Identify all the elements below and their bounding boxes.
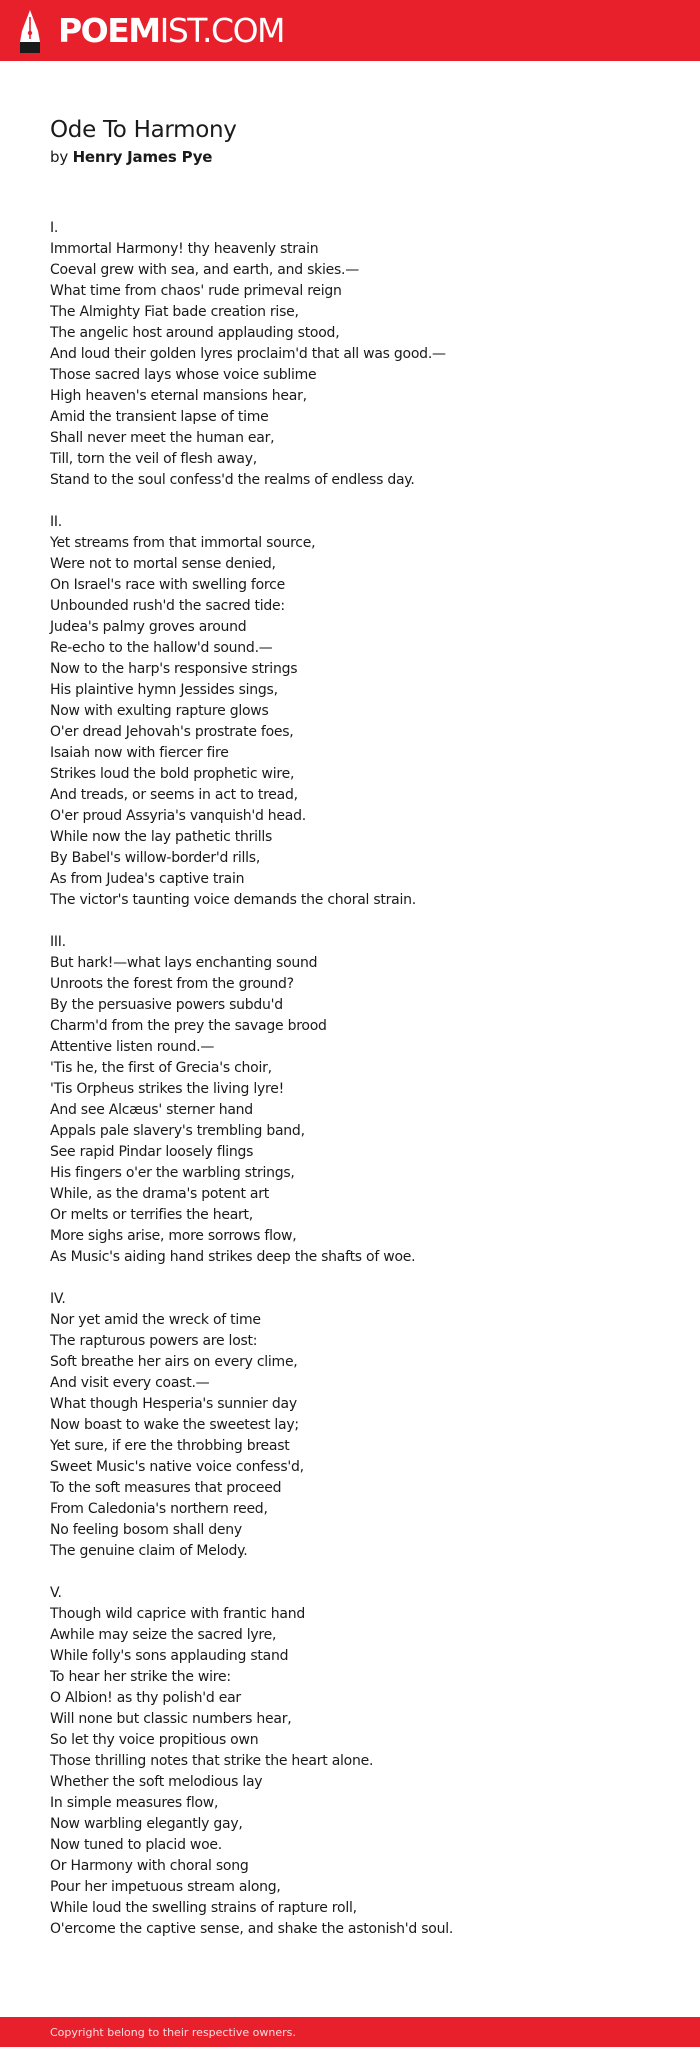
poem-line: Amid the transient lapse of time — [50, 409, 269, 425]
poem-line: Appals pale slavery's trembling band, — [50, 1123, 305, 1139]
site-header — [0, 0, 700, 61]
poem-body — [50, 218, 670, 1961]
poem-line: So let thy voice propitious own — [50, 1732, 259, 1748]
stanza — [50, 512, 670, 911]
poem-line: To hear her strike the wire: — [50, 1669, 231, 1685]
stanza-number: III. — [50, 934, 66, 950]
poem-line: On Israel's race with swelling force — [50, 577, 285, 593]
poem-line: More sighs arise, more sorrows flow, — [50, 1228, 297, 1244]
poem-line: Isaiah now with fiercer fire — [50, 745, 229, 761]
poem-line: Attentive listen round.— — [50, 1039, 215, 1055]
poem-line: Or melts or terrifies the heart, — [50, 1207, 253, 1223]
poem-line: Yet sure, if ere the throbbing breast — [50, 1438, 290, 1454]
poem-heading — [50, 114, 660, 168]
poem-line: Coeval grew with sea, and earth, and skies.— — [50, 262, 359, 278]
poem-line: Soft breathe her airs on every clime, — [50, 1354, 298, 1370]
poem-line: As Music's aiding hand strikes deep the shafts of woe. — [50, 1249, 416, 1265]
poem-line: To the soft measures that proceed — [50, 1480, 282, 1496]
poem-line: O'ercome the captive sense, and shake the astonish'd soul. — [50, 1921, 454, 1937]
poem-line: Sweet Music's native voice confess'd, — [50, 1459, 304, 1475]
poem-line: Shall never meet the human ear, — [50, 430, 275, 446]
poem-line: Till, torn the veil of flesh away, — [50, 451, 257, 467]
poem-line: Now boast to wake the sweetest lay; — [50, 1417, 299, 1433]
poem-line: Immortal Harmony! thy heavenly strain — [50, 241, 319, 257]
by-label: by — [50, 148, 68, 166]
poem-line: And loud their golden lyres proclaim'd that all was good.— — [50, 346, 446, 362]
poem-line: Unbounded rush'd the sacred tide: — [50, 598, 285, 614]
poem-line: The victor's taunting voice demands the choral strain. — [50, 892, 416, 908]
stanza-number: V. — [50, 1585, 62, 1601]
poem-line: The angelic host around applauding stood, — [50, 325, 340, 341]
poem-line: High heaven's eternal mansions hear, — [50, 388, 307, 404]
poem-line: Re-echo to the hallow'd sound.— — [50, 640, 273, 656]
poem-line: While, as the drama's potent art — [50, 1186, 269, 1202]
poem-line: Unroots the forest from the ground? — [50, 976, 294, 992]
poem-line: No feeling bosom shall deny — [50, 1522, 242, 1538]
poem-line: O'er dread Jehovah's prostrate foes, — [50, 724, 294, 740]
poem-line: Awhile may seize the sacred lyre, — [50, 1627, 277, 1643]
poem-line: But hark!—what lays enchanting sound — [50, 955, 318, 971]
poem-line: As from Judea's captive train — [50, 871, 245, 887]
poem-line: Or Harmony with choral song — [50, 1858, 249, 1874]
logo-wordmark-bold: POEM — [58, 11, 160, 50]
poem-line: Pour her impetuous stream along, — [50, 1879, 281, 1895]
site-footer — [0, 2017, 700, 2047]
poem-line: Stand to the soul confess'd the realms of endless day. — [50, 472, 415, 488]
poem-line: Now tuned to placid woe. — [50, 1837, 222, 1853]
poem-line: Those thrilling notes that strike the heart alone. — [50, 1753, 374, 1769]
stanza — [50, 1583, 670, 1940]
fountain-pen-nib-icon — [18, 9, 42, 53]
poem-line: What time from chaos' rude primeval reign — [50, 283, 342, 299]
poem-line: Nor yet amid the wreck of time — [50, 1312, 261, 1328]
author-link[interactable]: Henry James Pye — [72, 148, 213, 166]
poem-line: The rapturous powers are lost: — [50, 1333, 258, 1349]
poem-line: By the persuasive powers subdu'd — [50, 997, 283, 1013]
poem-line: See rapid Pindar loosely flings — [50, 1144, 254, 1160]
poem-line: 'Tis he, the first of Grecia's choir, — [50, 1060, 272, 1076]
logo-wordmark-light: IST.COM — [159, 11, 285, 50]
poem-line: Charm'd from the prey the savage brood — [50, 1018, 327, 1034]
site-logo-link[interactable] — [18, 9, 284, 53]
poem-line: And see Alcæus' sterner hand — [50, 1102, 253, 1118]
poem-line: And visit every coast.— — [50, 1375, 210, 1391]
poem-line: Yet streams from that immortal source, — [50, 535, 316, 551]
poem-line: While loud the swelling strains of rapture roll, — [50, 1900, 357, 1916]
poem-line: His plaintive hymn Jessides sings, — [50, 682, 278, 698]
stanza — [50, 1289, 670, 1562]
stanza — [50, 218, 670, 491]
stanza-number: I. — [50, 220, 59, 236]
stanza-number: IV. — [50, 1291, 66, 1307]
poem-line: O Albion! as thy polish'd ear — [50, 1690, 241, 1706]
stanza — [50, 932, 670, 1268]
logo-wordmark — [58, 11, 285, 50]
poem-line: Whether the soft melodious lay — [50, 1774, 263, 1790]
poem-line: In simple measures flow, — [50, 1795, 219, 1811]
poem-line: Now to the harp's responsive strings — [50, 661, 298, 677]
poem-line: Though wild caprice with frantic hand — [50, 1606, 305, 1622]
poem-line: The Almighty Fiat bade creation rise, — [50, 304, 299, 320]
poem-line: The genuine claim of Melody. — [50, 1543, 248, 1559]
copyright-text: Copyright belong to their respective owners. — [50, 2026, 296, 2039]
stanza-number: II. — [50, 514, 62, 530]
poem-line: Were not to mortal sense denied, — [50, 556, 276, 572]
poem-line: And treads, or seems in act to tread, — [50, 787, 298, 803]
poem-line: While now the lay pathetic thrills — [50, 829, 273, 845]
poem-line: Now with exulting rapture glows — [50, 703, 269, 719]
poem-line: Strikes loud the bold prophetic wire, — [50, 766, 295, 782]
poem-line: His fingers o'er the warbling strings, — [50, 1165, 295, 1181]
poem-line: From Caledonia's northern reed, — [50, 1501, 268, 1517]
poem-line: While folly's sons applauding stand — [50, 1648, 289, 1664]
poem-line: What though Hesperia's sunnier day — [50, 1396, 297, 1412]
poem-title: Ode To Harmony — [50, 117, 237, 143]
poem-line: 'Tis Orpheus strikes the living lyre! — [50, 1081, 284, 1097]
poem-line: Judea's palmy groves around — [50, 619, 247, 635]
byline — [50, 146, 660, 168]
poem-line: Those sacred lays whose voice sublime — [50, 367, 317, 383]
poem-line: O'er proud Assyria's vanquish'd head. — [50, 808, 306, 824]
poem-line: Now warbling elegantly gay, — [50, 1816, 243, 1832]
poem-line: By Babel's willow-border'd rills, — [50, 850, 261, 866]
poem-line: Will none but classic numbers hear, — [50, 1711, 292, 1727]
